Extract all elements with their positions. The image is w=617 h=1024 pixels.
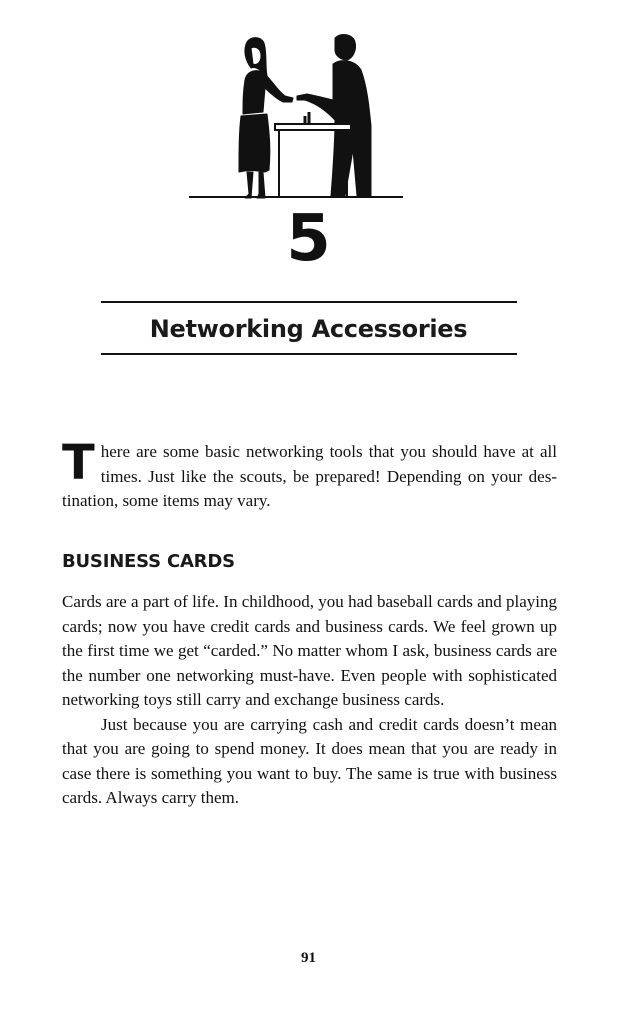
chapter-title: Networking Accessories <box>149 315 468 343</box>
intro-paragraph <box>62 435 557 514</box>
paragraph: Just because you are carrying cash and credit cards doesn’t mean that you are going to spend money. It does mean that you are ready in case there is something you want to buy. The same is true with business cards. Always carry them. <box>62 714 557 807</box>
title-rule-bottom <box>101 353 517 355</box>
handshake-illustration <box>185 30 415 205</box>
chapter-number: 5 <box>286 202 331 276</box>
page-number: 91 <box>301 950 316 966</box>
paragraph: Cards are a part of life. In childhood, you had baseball cards and playing cards; now you have credit cards and business cards. We feel grown up the first time we get “carded.” No matter whom I ask, business cards are the number one networking must-have. Even people with sophisticated networking toys still carry and exchange business cards. <box>62 592 557 709</box>
intro-text: here are some basic networking tools that you should have at all times. Just like the scouts, be prepared! Depending on your destination, some items may vary. <box>62 442 557 510</box>
drop-cap: T <box>62 435 95 491</box>
section-heading: BUSINESS CARDS <box>62 551 235 572</box>
title-rule-top <box>101 301 517 303</box>
section-body <box>62 590 557 811</box>
woman-figure <box>239 38 293 198</box>
